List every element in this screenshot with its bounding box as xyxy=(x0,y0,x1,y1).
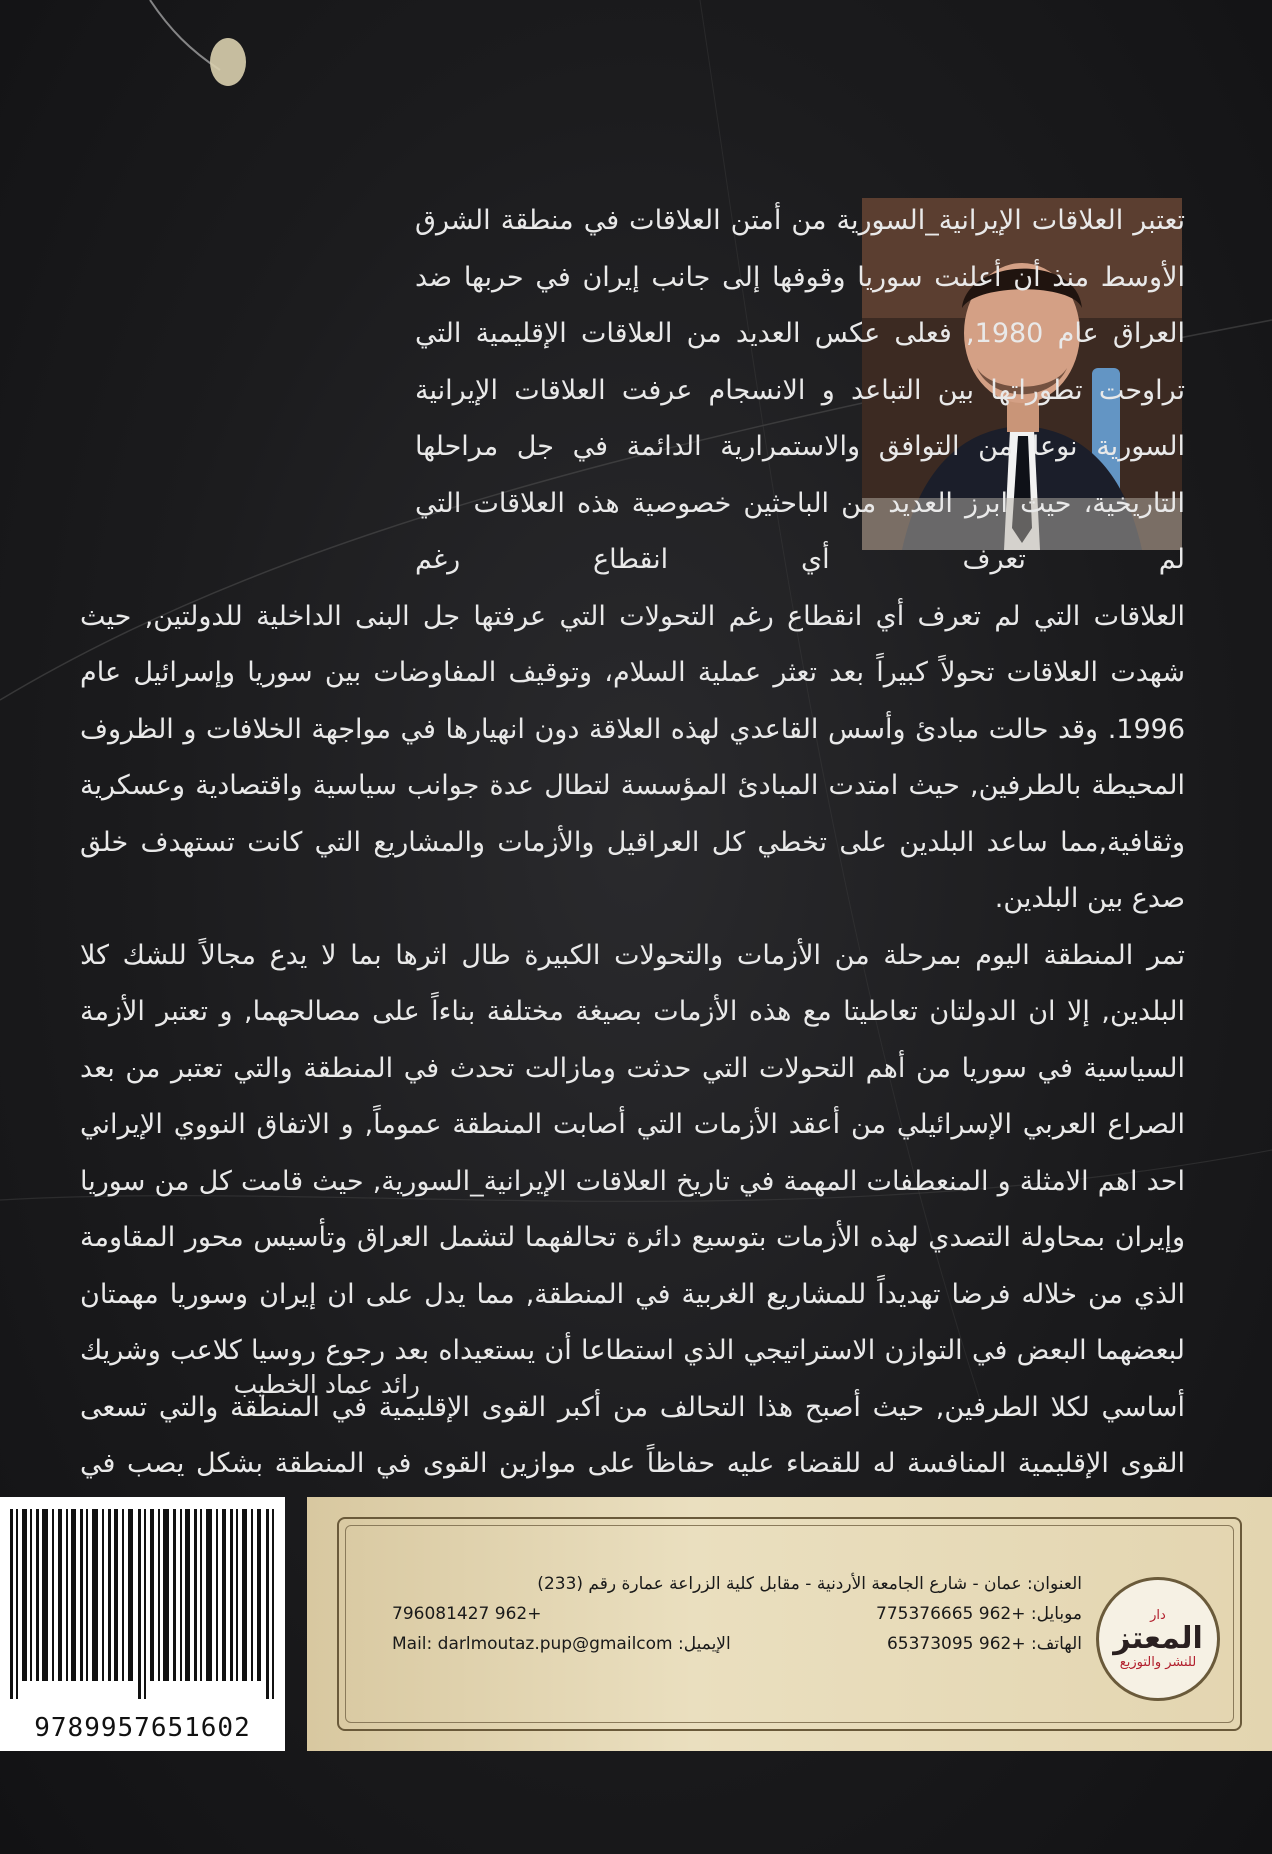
email-address: Mail: darlmoutaz.pup@gmailcom xyxy=(392,1634,673,1654)
intro-paragraph: تعتبر العلاقات الإيرانية_السورية من أمتن العلاقات في منطقة الشرق الأوسط منذ أن أعلنت سوريا وقوفها إلى جانب إيران في حربها ضد العراق عام 1980, فعلى عكس العديد من العلاقات الإقليمية التي تراوحت تطوراتها بين التباعد و الانسجام عرفت العلاقات الإيرانية السورية نوعا من التوافق والاستمرارية الدائمة في جل مراحلها التاريخية، حيث ابرز العديد من الباحثين خصوصية هذه العلاقات التي لم تعرف أي انقطاع رغم xyxy=(415,205,1185,575)
publisher-contact xyxy=(392,1569,1082,1659)
cover-body-text xyxy=(80,193,1185,1479)
mobile-number-1: +962 775376665 xyxy=(876,1604,1026,1624)
mobile-number-2: +962 796081427 xyxy=(392,1604,542,1624)
barcode-bars xyxy=(8,1509,278,1699)
email-label: الإيميل: xyxy=(678,1634,731,1654)
isbn-barcode xyxy=(0,1497,285,1751)
mobile-label: موبايل: xyxy=(1030,1604,1082,1624)
publisher-panel xyxy=(307,1497,1272,1751)
second-paragraph: تمر المنطقة اليوم بمرحلة من الأزمات والتحولات الكبيرة طال اثرها بما لا يدع مجالاً للشك كلا البلدين, إلا ان الدولتان تعاطيتا مع هذه الأزمات بصيغة مختلفة بناءاً على مصالحهما, و تعتبر الأزمة السياسية في سوريا من أهم التحولات التي حدثت ومازالت تحدث في المنطقة والتي تعتبر من بعد الصراع العربي الإسرائيلي من أعقد الأزمات التي أصابت المنطقة عموماً, و الاتفاق النووي الإيراني احد اهم الامثلة و المنعطفات المهمة في تاريخ العلاقات الإيرانية_السورية, حيث قامت كل من سوريا وإيران بمحاولة التصدي لهذه الأزمات بتوسيع دائرة تحالفهما لتشمل العراق وتأسيس محور المقاومة الذي من خلاله فرضا تهديداً للمشاريع الغربية في المنطقة, مما يدل على ان إيران وسوريا مهمتان لبعضهما البعض في التوازن الاستراتيجي الذي استطاعا أن يستعيداه بعد رجوع روسيا كلاعب وشريك أساسي لكلا الطرفين, حيث أصبح هذا التحالف من أكبر القوى الإقليمية في المنطقة والتي تسعى القوى الإقليمية المنافسة له للقضاء عليه حفاظاً على موازين القوى في المنطقة بشكل يصب في xyxy=(80,939,1185,1479)
logo-sub: للنشر والتوزيع xyxy=(1119,1655,1197,1670)
continued-paragraph: العلاقات التي لم تعرف أي انقطاع رغم التحولات التي عرفتها جل البنى الداخلية للدولتين, حيث شهدت العلاقات تحولاً كبيراً بعد تعثر عملية السلام، وتوقيف المفاوضات بين سوريا وإسرائيل عام 1996. وقد حالت مبادئ وأسس القاعدي لهذه العلاقة دون انهيارها في مواجهة الخلافات و الظروف المحيطة بالطرفين, حيث امتدت المبادئ المؤسسة لتطال عدة جوانب سياسية واقتصادية وعسكرية وثقافية,مما ساعد البلدين على تخطي كل العراقيل والأزمات والمشاريع التي كانت تستهدف خلق صدع بين البلدين. xyxy=(80,600,1185,914)
logo-prefix: دار xyxy=(1150,1608,1166,1623)
isbn-number: 9789957651602 xyxy=(34,1713,251,1743)
phone-number: +962 65373095 xyxy=(886,1634,1026,1654)
phone-label: الهاتف: xyxy=(1031,1634,1082,1654)
author-signature: رائد عماد الخطيب xyxy=(233,1370,420,1399)
publisher-logo xyxy=(1096,1577,1220,1701)
address-line: العنوان: عمان - شارع الجامعة الأردنية - مقابل كلية الزراعة عمارة رقم (233) xyxy=(537,1574,1082,1594)
logo-name: المعتز xyxy=(1113,1621,1203,1656)
